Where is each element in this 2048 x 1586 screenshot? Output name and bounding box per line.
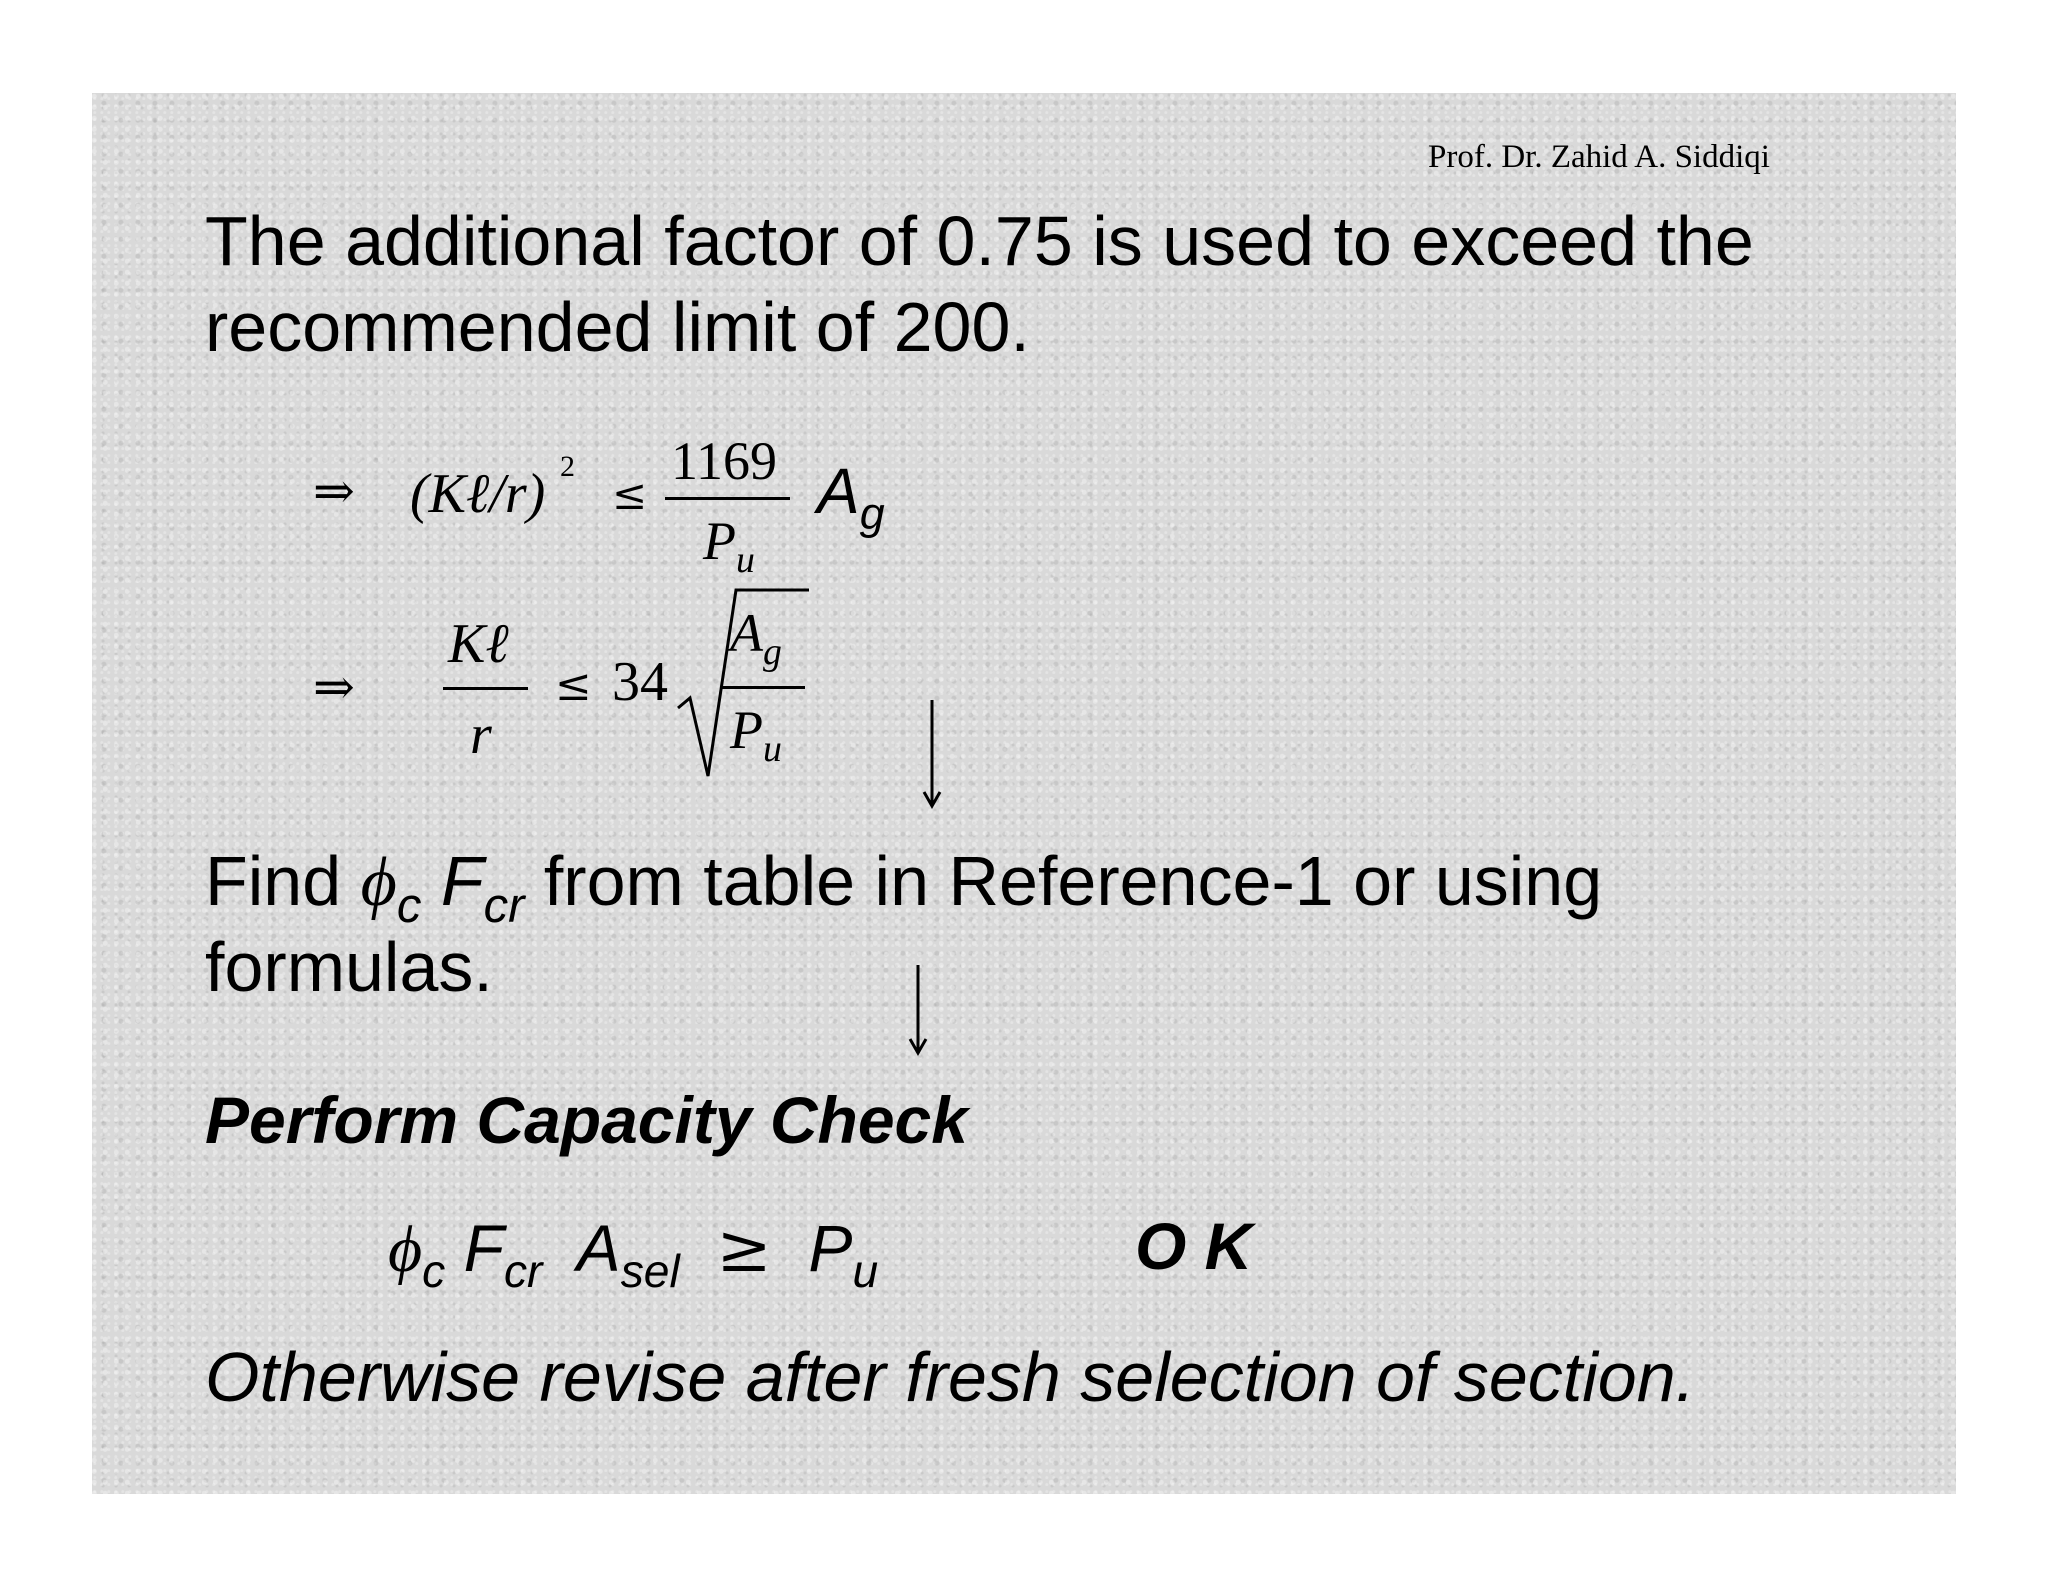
down-arrow-icon bbox=[920, 700, 944, 810]
slenderness-term: (Kℓ/r) bbox=[410, 463, 546, 525]
fraction-numerator: 1169 bbox=[671, 431, 777, 491]
gross-area-term: $A_g$ bbox=[817, 455, 885, 539]
radicand-numerator: $A_g$ bbox=[730, 603, 782, 674]
implies-symbol: ⇒ bbox=[313, 658, 355, 716]
radicand-denominator: $P_u$ bbox=[730, 700, 782, 771]
fraction-denominator: r bbox=[470, 704, 492, 766]
leq-symbol: ≤ bbox=[555, 660, 592, 711]
leq-symbol: ≤ bbox=[612, 470, 648, 519]
find-step-line-1: Find $\phi_c$ $F_{cr}$ from table in Reference-1 or using bbox=[205, 842, 1603, 934]
fraction-numerator: Kℓ bbox=[448, 613, 509, 675]
intro-line-2: recommended limit of 200. bbox=[205, 288, 1030, 366]
radicand-bar bbox=[722, 686, 805, 689]
coefficient: 34 bbox=[612, 651, 668, 713]
capacity-inequality: $\phi_c$ $F_{cr}$ $A_{sel} \ge P_u$ bbox=[388, 1210, 879, 1298]
intro-line-1: The additional factor of 0.75 is used to exceed the bbox=[205, 202, 1754, 280]
fraction-bar bbox=[443, 687, 528, 690]
find-step-line-2: formulas. bbox=[205, 928, 493, 1006]
capacity-check-heading: Perform Capacity Check bbox=[205, 1083, 968, 1157]
exponent: 2 bbox=[560, 450, 575, 483]
revise-instruction: Otherwise revise after fresh selection of section. bbox=[205, 1338, 1696, 1416]
ok-result: O K bbox=[1135, 1209, 1253, 1283]
author-credit: Prof. Dr. Zahid A. Siddiqi bbox=[1428, 139, 1770, 175]
fraction-denominator: $P_u$ bbox=[703, 511, 755, 582]
implies-symbol: ⇒ bbox=[313, 462, 355, 520]
down-arrow-icon bbox=[906, 965, 930, 1057]
fraction-bar bbox=[665, 497, 790, 500]
